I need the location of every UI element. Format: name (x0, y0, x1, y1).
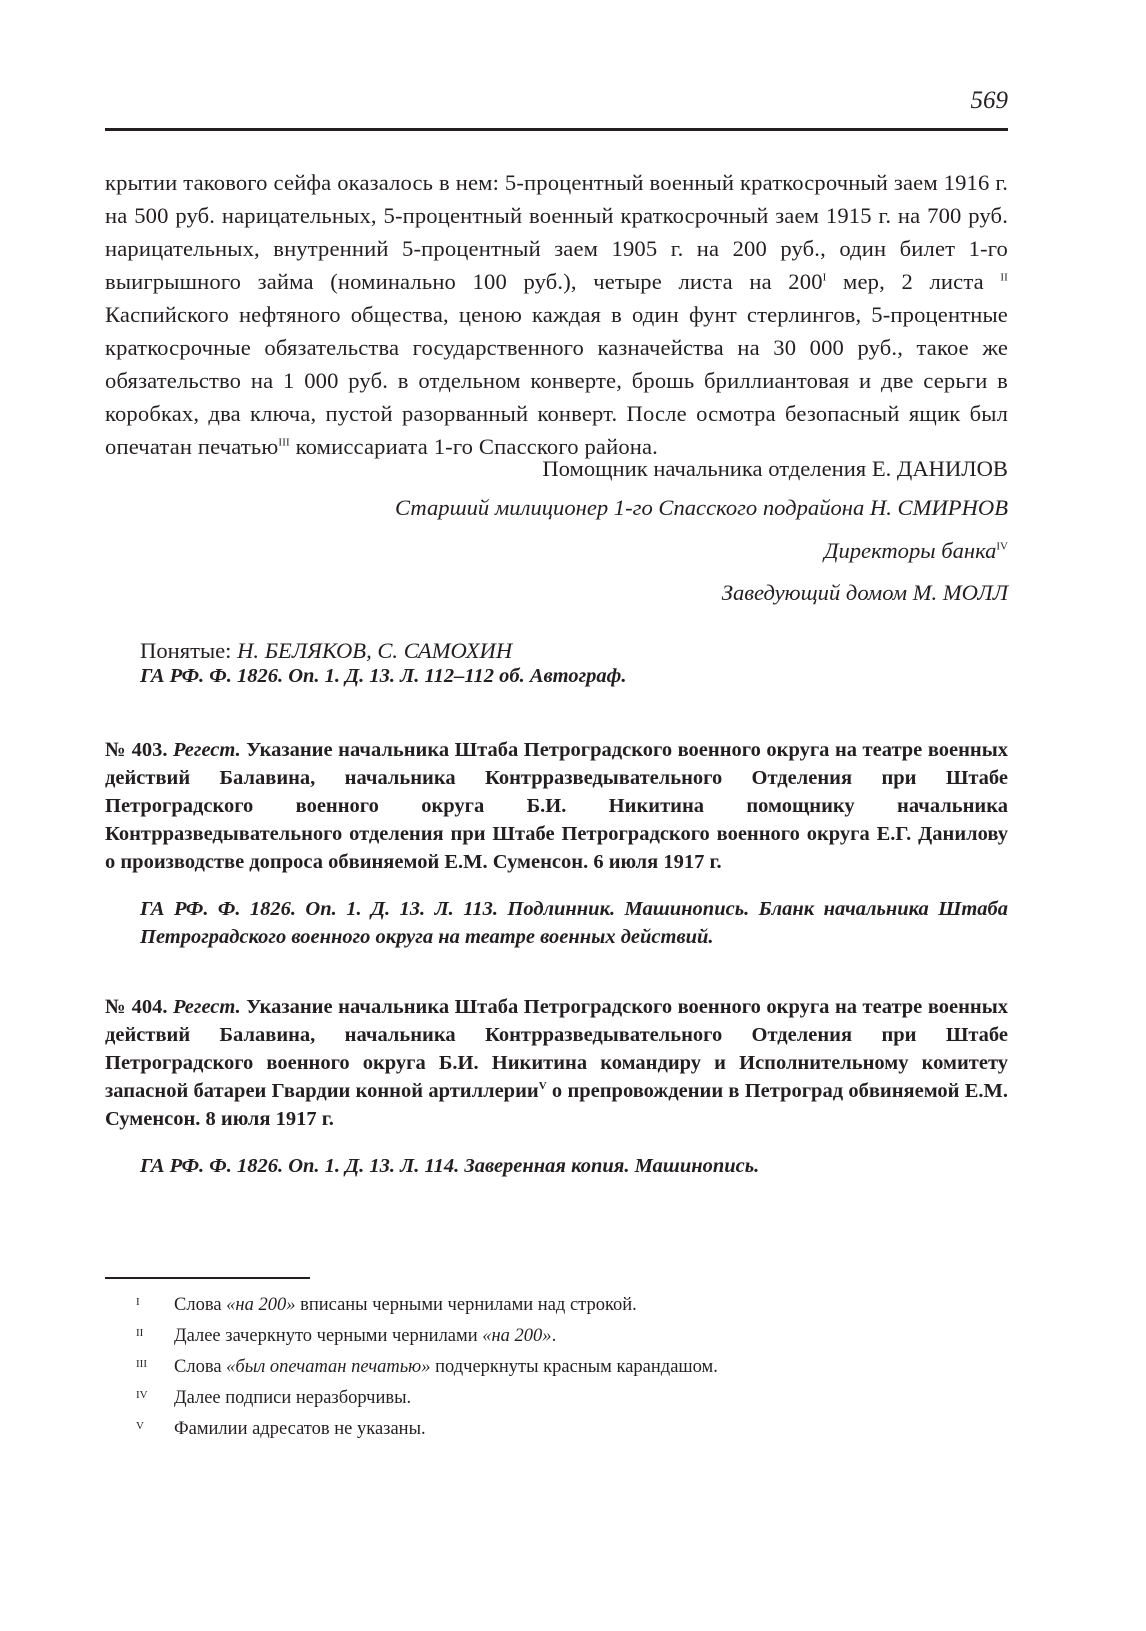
footnote-5-pre: Фамилии адресатов не указаны. (174, 1419, 426, 1439)
page-number: 569 (970, 87, 1008, 114)
footnote-2-mark: II (136, 1327, 144, 1339)
footnote-4 (136, 1383, 1008, 1410)
footnote-2 (136, 1321, 1008, 1348)
footnote-4-mark: IV (136, 1389, 148, 1401)
regest-404 (105, 993, 1008, 1133)
footnote-3-pre: Слова (174, 1357, 227, 1377)
body-text-part-2: мер, 2 листа (826, 269, 1001, 294)
regest-404-number: № 404. (105, 996, 174, 1018)
header-rule (105, 128, 1008, 131)
footnote-4-pre: Далее подписи неразборчивы. (174, 1388, 412, 1408)
footnote-3-mark: III (136, 1358, 147, 1370)
signature-assistant: Помощник начальника отделения Е. ДАНИЛОВ (542, 456, 1008, 481)
footnote-1-pre: Слова (174, 1295, 227, 1315)
footnote-2-post: . (551, 1326, 557, 1346)
footnote-ref-1[interactable]: I (822, 271, 827, 284)
body-text-part-3: Каспийского нефтяного общества, ценою каждая в один фунт стерлингов, 5-процентные краткосрочные обязательства государственного казначейства на 30 000 руб., такое же обязательство на 1 000 руб. в отдельном конверте, брошь бриллиантовая и две серьги в коробках, два ключа, пустой разорванный конверт. После осмотра безопасный ящик был опечатан печатью (105, 302, 1008, 459)
regest-403-number: № 403. (105, 739, 174, 761)
signature-militiaman: Старший милиционер 1-го Спасского подрайона Н. СМИРНОВ (395, 495, 1008, 520)
archive-source-404: ГА РФ. Ф. 1826. Оп. 1. Д. 13. Л. 114. Заверенная копия. Машинопись. (140, 1155, 760, 1177)
witnesses-label: Понятые: (140, 638, 238, 663)
footnote-5 (136, 1414, 1008, 1441)
regest-403-text: Указание начальника Штаба Петроградского военного округа на театре военных действий Балавина, начальника Контрразведывательного Отделения при Штабе Петроградского военного округа Б.И. Никитина помощнику начальника Контрразведывательного отделения при Штабе Петроградского военного округа Е.Г. Данилову о производстве допроса обвиняемой Е.М. Суменсон. 6 июля 1917 г. (105, 739, 1008, 873)
body-text-part-4: комиссариата 1-го Спасского района. (289, 434, 658, 459)
regest-404-kind: Регест. (173, 996, 241, 1018)
footnote-3 (136, 1352, 1008, 1379)
body-text-part-1: крытии такового сейфа оказалось в нем: 5-процентный военный краткосрочный заем 1916 г. на 500 руб. нарицательных, 5-процентный военный краткосрочный заем 1915 г. на 700 руб. нарицательных, внутренний 5-процентный заем 1905 г. на 200 руб., один билет 1-го выигрышного займа (номинально 100 руб.), четыре листа на 200 (105, 170, 1008, 294)
footnote-ref-2[interactable]: II (1000, 271, 1008, 284)
footnote-ref-4[interactable]: IV (996, 540, 1008, 553)
signature-directors (824, 534, 1008, 567)
regest-403-kind: Регест. (173, 739, 241, 761)
footnote-1-mark: I (136, 1296, 140, 1308)
signature-directors-label: Директоры банка (824, 538, 997, 563)
regest-403 (105, 736, 1008, 876)
footnote-1-italic: «на 200» (226, 1295, 296, 1315)
footnote-3-italic: «был опечатан печатью» (226, 1357, 431, 1377)
footnote-3-post: подчеркнуты красным карандашом. (430, 1357, 718, 1377)
body-paragraph (105, 166, 1008, 463)
footnote-1 (136, 1290, 1008, 1317)
archive-source-403: ГА РФ. Ф. 1826. Оп. 1. Д. 13. Л. 113. Подлинник. Машинопись. Бланк начальника Штаба Петроградского военного округа на театре военных действий. (140, 898, 1008, 948)
witnesses-names: Н. БЕЛЯКОВ, С. САМОХИН (237, 638, 513, 663)
archive-source-1: ГА РФ. Ф. 1826. Оп. 1. Д. 13. Л. 112–112 об. Автограф. (140, 665, 627, 687)
footnote-2-pre: Далее зачеркнуто черными чернилами (174, 1326, 483, 1346)
footnote-1-post: вписаны черными чернилами над строкой. (295, 1295, 637, 1315)
footnote-5-mark: V (136, 1420, 144, 1432)
footnote-ref-3[interactable]: III (278, 436, 290, 449)
signature-manager: Заведующий домом М. МОЛЛ (721, 580, 1008, 605)
regest-404-text-1: Указание начальника Штаба Петроградского военного округа на театре военных действий Балавина, начальника Контрразведывательного Отделения при Штабе Петроградского военного округа Б.И. Никитина командиру и Исполнительному комитету запасной батареи Гвардии конной артиллерии (105, 996, 1008, 1102)
footnote-2-italic: «на 200» (482, 1326, 552, 1346)
footnote-separator (105, 1277, 310, 1279)
regest-404-text-2: о препровождении в Петроград обвиняемой Е.М. Суменсон. 8 июля 1917 г. (105, 1080, 1008, 1130)
footnote-ref-5[interactable]: V (538, 1080, 547, 1093)
